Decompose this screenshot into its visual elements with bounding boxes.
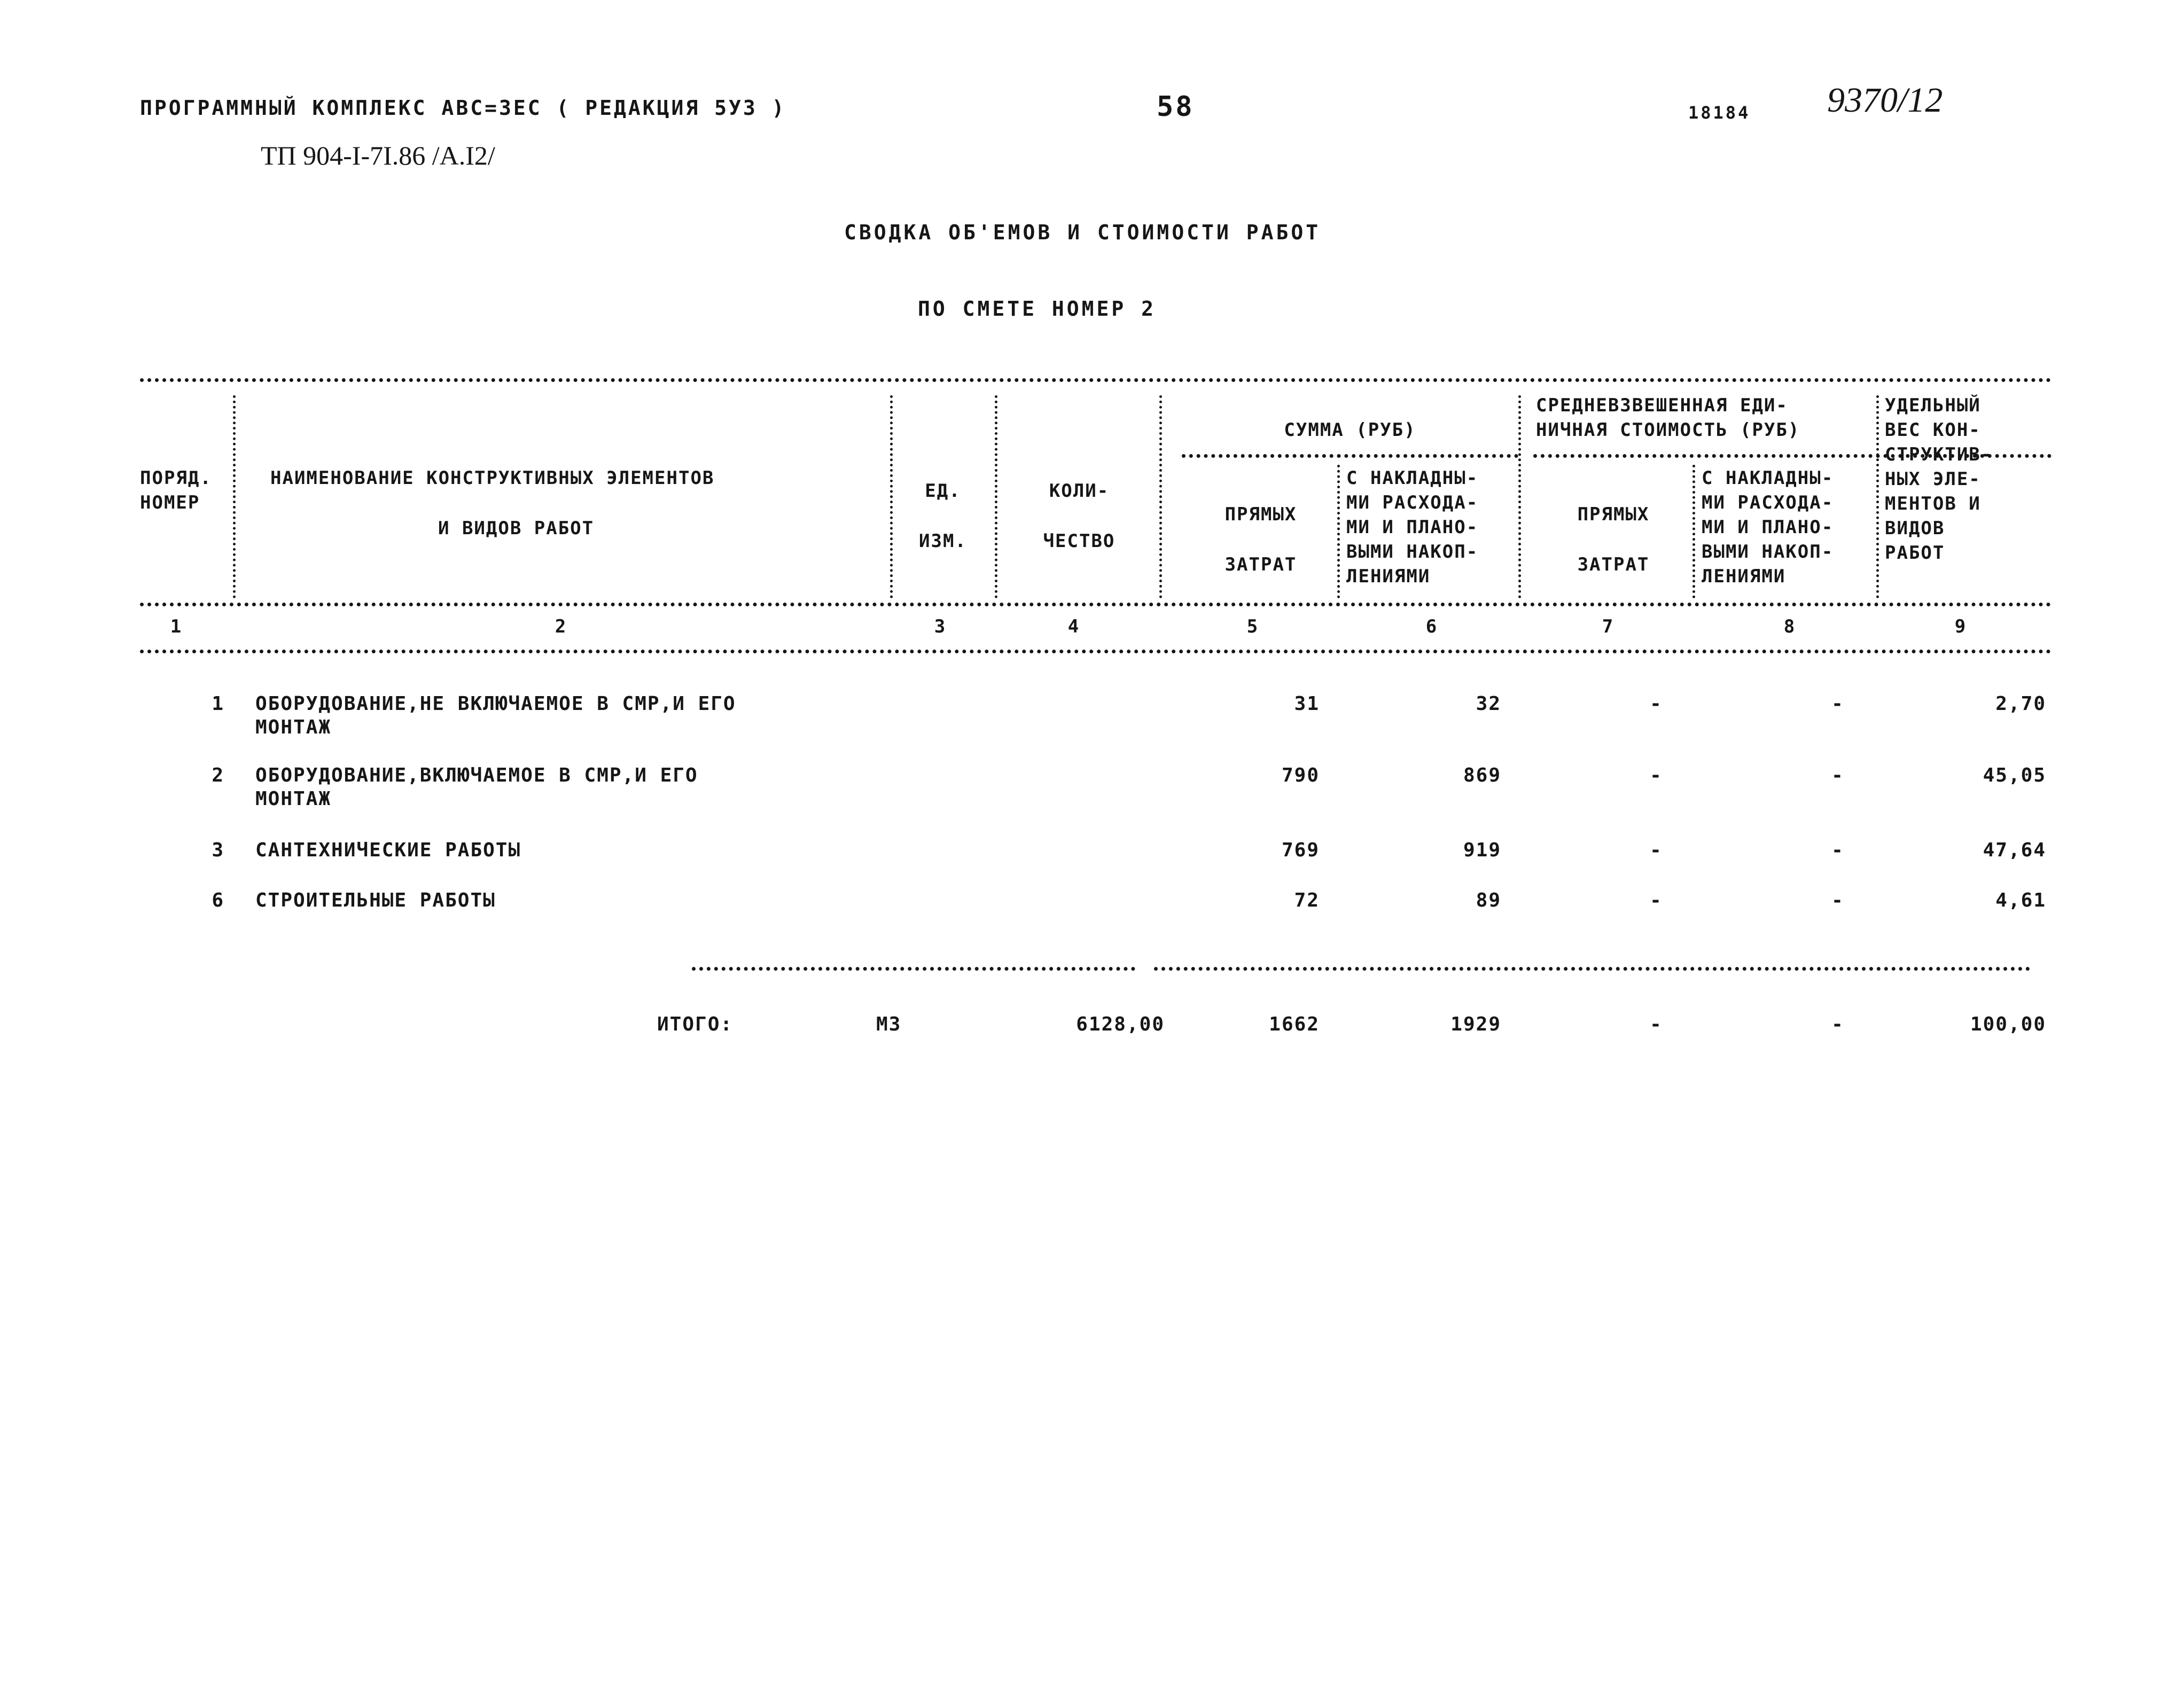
row-avg-overhead: - <box>1831 693 1844 715</box>
column-separator <box>1518 395 1521 598</box>
column-header-unit: ЕД. ИЗМ. <box>919 480 967 552</box>
row-avg-overhead: - <box>1831 839 1844 861</box>
handwritten-number: 9370/12 <box>1827 81 1943 120</box>
total-qty: 6128,00 <box>1076 1013 1165 1035</box>
total-label: ИТОГО: <box>657 1013 734 1035</box>
column-header-order: ПОРЯД. НОМЕР <box>140 467 212 513</box>
column-header-name-2: И ВИДОВ РАБОТ <box>438 518 595 539</box>
page-title: СВОДКА ОБ'ЕМОВ И СТОИМОСТИ РАБОТ <box>844 221 1321 244</box>
total-rule <box>1154 967 2030 971</box>
table-top-rule <box>140 378 2052 382</box>
column-numbers-rule <box>140 650 2052 653</box>
column-header-avg-direct: ПРЯМЫХ ЗАТРАТ <box>1577 504 1650 575</box>
row-name: ОБОРУДОВАНИЕ,ВКЛЮЧАЕМОЕ В СМР,И ЕГО МОНТАЖ <box>255 764 698 810</box>
program-header: ПРОГРАММНЫЙ КОМПЛЕКС АВС=ЗЕС ( РЕДАКЦИЯ 5У3 ) <box>140 96 786 120</box>
row-overhead: 869 <box>1463 764 1501 786</box>
row-share: 45,05 <box>1983 764 2046 786</box>
column-separator <box>1876 395 1879 598</box>
row-number: 2 <box>212 764 224 786</box>
total-avg-direct: - <box>1650 1013 1663 1035</box>
row-share: 47,64 <box>1983 839 2046 861</box>
page-stamp: 58 <box>1157 91 1195 123</box>
row-share: 4,61 <box>1995 889 2046 911</box>
document-number: 18184 <box>1688 103 1751 123</box>
row-number: 6 <box>212 889 224 911</box>
row-avg-direct: - <box>1650 764 1663 786</box>
column-separator <box>1337 465 1340 598</box>
column-separator <box>1159 395 1162 598</box>
column-number: 1 <box>170 616 183 637</box>
column-number: 8 <box>1783 616 1796 637</box>
column-number: 5 <box>1246 616 1259 637</box>
row-name: СТРОИТЕЛЬНЫЕ РАБОТЫ <box>255 889 496 911</box>
sum-group-rule <box>1182 454 1518 458</box>
total-rule <box>692 967 1135 971</box>
total-unit: М3 <box>876 1013 902 1035</box>
row-avg-direct: - <box>1650 693 1663 715</box>
column-separator <box>995 395 997 598</box>
column-header-sum: СУММА (РУБ) <box>1284 419 1416 441</box>
page-subtitle: ПО СМЕТЕ НОМЕР 2 <box>918 297 1157 321</box>
column-number: 4 <box>1067 616 1080 637</box>
row-name: САНТЕХНИЧЕСКИЕ РАБОТЫ <box>255 839 521 861</box>
row-number: 3 <box>212 839 224 861</box>
row-overhead: 89 <box>1476 889 1501 911</box>
column-header-avg-overhead: С НАКЛАДНЫ- МИ РАСХОДА- МИ И ПЛАНО- ВЫМИ НАКОП- ЛЕНИЯМИ <box>1702 467 1834 587</box>
column-number: 6 <box>1425 616 1438 637</box>
column-header-qty: КОЛИ- ЧЕСТВО <box>1043 480 1116 552</box>
total-share: 100,00 <box>1970 1013 2046 1035</box>
row-name: ОБОРУДОВАНИЕ,НЕ ВКЛЮЧАЕМОЕ В СМР,И ЕГО МОНТАЖ <box>255 693 736 738</box>
row-direct: 31 <box>1294 693 1320 715</box>
row-direct: 790 <box>1281 764 1320 786</box>
column-header-avg: СРЕДНЕВЗВЕШЕННАЯ ЕДИ- НИЧНАЯ СТОИМОСТЬ (РУБ) <box>1536 395 1800 441</box>
row-avg-overhead: - <box>1831 889 1844 911</box>
column-header-overhead: С НАКЛАДНЫ- МИ РАСХОДА- МИ И ПЛАНО- ВЫМИ НАКОП- ЛЕНИЯМИ <box>1346 467 1479 587</box>
row-direct: 769 <box>1281 839 1320 861</box>
header-bottom-rule <box>140 603 2052 606</box>
row-avg-overhead: - <box>1831 764 1844 786</box>
column-header-share: УДЕЛЬНЫЙ ВЕС КОН- СТРУКТИВ- НЫХ ЭЛЕ- МЕНТОВ И ВИДОВ РАБОТ <box>1885 395 1993 564</box>
row-avg-direct: - <box>1650 839 1663 861</box>
row-number: 1 <box>212 693 224 715</box>
total-avg-overhead: - <box>1831 1013 1844 1035</box>
column-separator <box>1692 465 1695 598</box>
column-number: 2 <box>555 616 567 637</box>
total-overhead: 1929 <box>1450 1013 1501 1035</box>
column-number: 7 <box>1602 616 1614 637</box>
column-header-name: НАИМЕНОВАНИЕ КОНСТРУКТИВНЫХ ЭЛЕМЕНТОВ <box>270 467 715 489</box>
row-overhead: 919 <box>1463 839 1501 861</box>
column-separator <box>233 395 236 598</box>
column-header-direct: ПРЯМЫХ ЗАТРАТ <box>1224 504 1297 575</box>
row-share: 2,70 <box>1995 693 2046 715</box>
column-separator <box>890 395 893 598</box>
column-number: 3 <box>934 616 947 637</box>
total-direct: 1662 <box>1269 1013 1320 1035</box>
column-number: 9 <box>1954 616 1967 637</box>
row-avg-direct: - <box>1650 889 1663 911</box>
row-direct: 72 <box>1294 889 1320 911</box>
document-code: ТП 904-I-7I.86 /А.I2/ <box>261 140 495 170</box>
row-overhead: 32 <box>1476 693 1501 715</box>
